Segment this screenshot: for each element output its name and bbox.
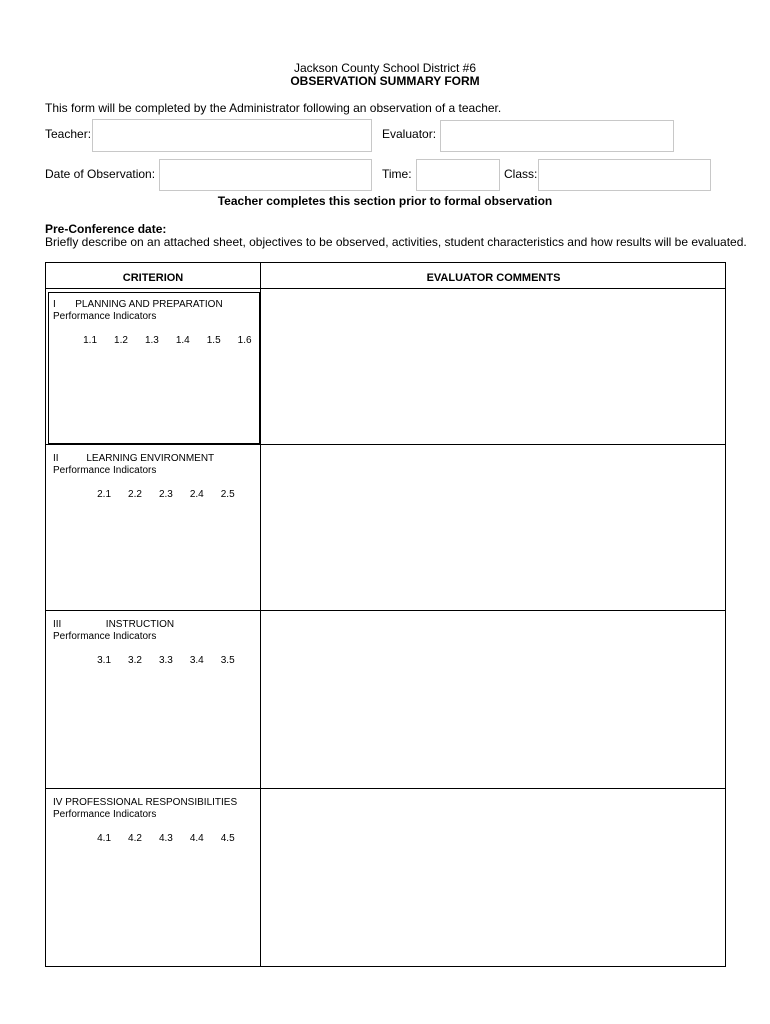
indicator: 1.3: [144, 335, 159, 346]
indicator: 1.2: [114, 335, 128, 346]
indicator: 2.2: [128, 489, 142, 500]
indicator: 4.5: [220, 833, 235, 844]
date-label: Date of Observation:: [45, 167, 156, 181]
criterion-title-3: [53, 619, 174, 631]
teacher-label: Teacher:: [45, 127, 92, 141]
criterion-subtitle-3: Performance Indicators: [53, 631, 157, 642]
indicator: 3.4: [189, 655, 204, 666]
indicator: 3.3: [158, 655, 173, 666]
criterion-numeral-3: III: [53, 619, 62, 630]
criterion-numeral-1: I: [53, 299, 56, 310]
indicator: 4.4: [189, 833, 204, 844]
district-name: Jackson County School District #6: [293, 61, 477, 75]
evaluator-label: Evaluator:: [382, 127, 437, 141]
indicator: 2.5: [220, 489, 235, 500]
teacher-field[interactable]: [92, 119, 372, 152]
indicator: 3.2: [128, 655, 142, 666]
evaluator-comments-header: EVALUATOR COMMENTS: [426, 272, 561, 284]
indicators-2: [86, 477, 252, 513]
indicator: 2.1: [97, 489, 112, 500]
criterion-name-2: LEARNING ENVIRONMENT: [86, 453, 215, 464]
criterion-title-2: [53, 453, 214, 465]
comments-cell-4[interactable]: [261, 789, 726, 966]
criterion-name-4: PROFESSIONAL RESPONSIBILITIES: [65, 797, 238, 808]
criterion-title-4: [53, 797, 237, 809]
criterion-numeral-4: IV: [53, 797, 63, 808]
criterion-name-3: INSTRUCTION: [105, 619, 175, 630]
criteria-table: [45, 262, 726, 967]
criterion-subtitle-2: Performance Indicators: [53, 465, 157, 476]
indicator: 1.6: [237, 335, 252, 346]
indicator: 2.3: [158, 489, 173, 500]
form-title: OBSERVATION SUMMARY FORM: [290, 74, 480, 88]
criterion-subtitle-1: Performance Indicators: [53, 311, 157, 322]
preconference-label: Pre-Conference date:: [45, 222, 167, 236]
indicator: 1.4: [175, 335, 190, 346]
criterion-numeral-2: II: [53, 453, 59, 464]
comments-cell-3[interactable]: [261, 611, 726, 788]
indicator: 1.5: [206, 335, 221, 346]
indicator: 4.2: [128, 833, 142, 844]
criterion-header: CRITERION: [122, 272, 184, 284]
class-label: Class:: [504, 167, 538, 181]
indicators-4: [86, 821, 252, 857]
preconference-description: Briefly describe on an attached sheet, objectives to be observed, activities, student characteristics and how results will be evaluated.: [45, 235, 747, 249]
intro-text: This form will be completed by the Administrator following an observation of a teacher.: [45, 101, 502, 115]
date-field[interactable]: [159, 159, 372, 191]
criterion-title-1: [53, 299, 223, 311]
time-label: Time:: [382, 167, 412, 181]
indicator: 4.3: [158, 833, 173, 844]
criterion-subtitle-4: Performance Indicators: [53, 809, 157, 820]
indicator: 4.1: [97, 833, 112, 844]
criterion-name-1: PLANNING AND PREPARATION: [75, 299, 223, 310]
indicator: 2.4: [189, 489, 204, 500]
comments-cell-2[interactable]: [261, 445, 726, 610]
indicator: 1.1: [83, 335, 98, 346]
time-field[interactable]: [416, 159, 500, 191]
indicators-3: [86, 643, 252, 679]
evaluator-field[interactable]: [440, 120, 674, 152]
comments-cell-1[interactable]: [261, 289, 726, 444]
section-note: Teacher completes this section prior to formal observation: [217, 194, 553, 208]
indicator: 3.5: [220, 655, 235, 666]
indicators-1: [72, 323, 269, 359]
class-field[interactable]: [538, 159, 711, 191]
indicator: 3.1: [97, 655, 112, 666]
